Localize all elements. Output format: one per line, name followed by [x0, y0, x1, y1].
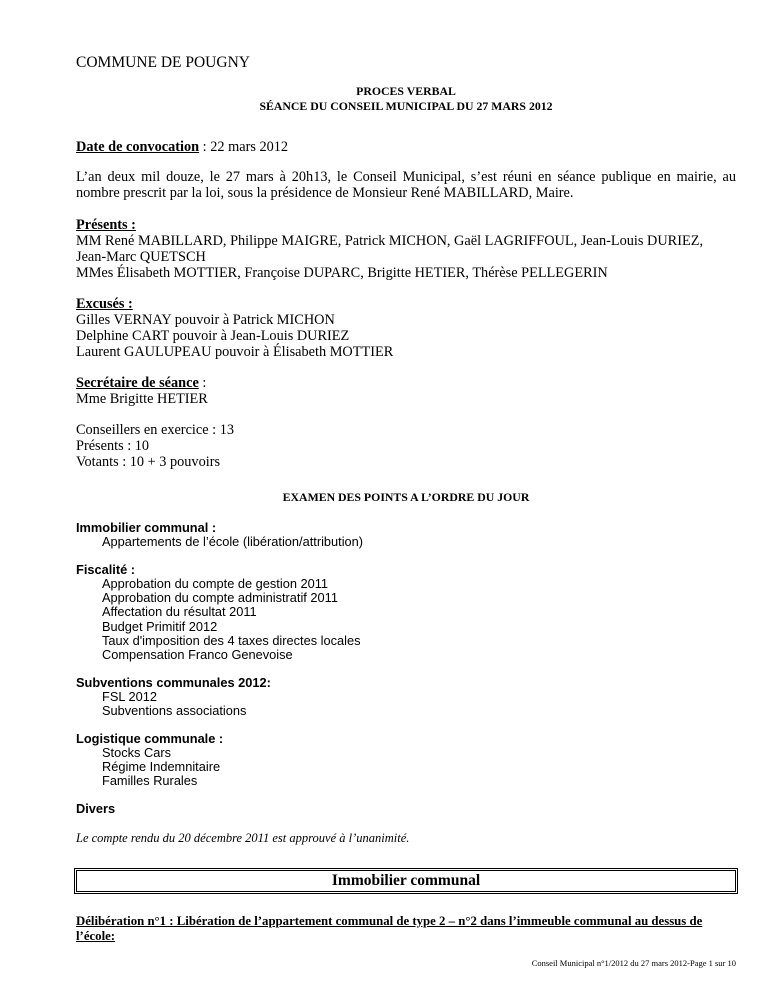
excuse-item: Delphine CART pouvoir à Jean-Louis DURIEZ: [76, 328, 350, 344]
count-votants: Votants : 10 + 3 pouvoirs: [76, 454, 221, 470]
deliberation-title: Délibération n°1 : Libération de l’appartement communal de type 2 – n°2 dans l’immeuble communal au dessus de l’école:: [76, 914, 703, 944]
document-page: [76, 54, 736, 944]
title-line-1: PROCES VERBAL: [356, 84, 456, 98]
presents-section: [76, 217, 736, 281]
section-title: Immobilier communal: [331, 872, 481, 890]
page-footer: Conseil Municipal n°1/2012 du 27 mars 2012-Page 1 sur 10: [531, 958, 736, 968]
presents-label: Présents :: [76, 217, 136, 233]
agenda-item: Approbation du compte administratif 2011: [102, 590, 338, 606]
document-title: [76, 84, 736, 114]
excuses-section: [76, 296, 736, 360]
agenda-item: Affectation du résultat 2011: [102, 604, 257, 620]
convocation-label: Date de convocation: [76, 139, 200, 155]
count-presents: Présents : 10: [76, 438, 150, 454]
agenda-item: Budget Primitif 2012: [102, 618, 218, 634]
agenda-group: [76, 563, 736, 663]
title-line-2: SÉANCE DU CONSEIL MUNICIPAL DU 27 MARS 2012: [259, 99, 553, 113]
count-exercice: Conseillers en exercice : 13: [76, 422, 234, 438]
agenda-header: Fiscalité :: [76, 561, 136, 577]
approval-note: Le compte rendu du 20 décembre 2011 est approuvé à l’unanimité.: [76, 831, 410, 846]
agenda-group: [76, 802, 736, 816]
convocation-value: : 22 mars 2012: [199, 139, 289, 155]
secretaire-suffix: :: [198, 375, 207, 391]
agenda-item: Taux d'imposition des 4 taxes directes locales: [102, 633, 361, 649]
commune-name: COMMUNE DE POUGNY: [76, 54, 250, 71]
agenda-item: Compensation Franco Genevoise: [102, 647, 293, 663]
excuse-item: Laurent GAULUPEAU pouvoir à Élisabeth MOTTIER: [76, 344, 394, 360]
agenda-item: Appartements de l’école (libération/attribution): [102, 534, 364, 550]
agenda-header: Divers: [76, 800, 116, 816]
agenda-item: Familles Rurales: [102, 773, 198, 789]
agenda-group: [76, 676, 736, 719]
agenda-item: Approbation du compte de gestion 2011: [102, 575, 329, 591]
presents-line-1: MM René MABILLARD, Philippe MAIGRE, Patrick MICHON, Gaël LAGRIFFOUL, Jean-Louis DURIEZ, Jean-Marc QUETSCH: [76, 233, 704, 265]
counts-section: [76, 422, 736, 470]
agenda-title: EXAMEN DES POINTS A L’ORDRE DU JOUR: [282, 490, 530, 504]
secretaire-section: [76, 375, 736, 407]
secretaire-label: Secrétaire de séance: [76, 375, 199, 391]
agenda-group: [76, 521, 736, 550]
agenda-item: Stocks Cars: [102, 744, 171, 760]
intro-paragraph: L’an deux mil douze, le 27 mars à 20h13, le Conseil Municipal, s’est réuni en séance publique en mairie, au nombre prescrit par la loi, sous la présidence de Monsieur René MABILLARD, Maire.: [76, 169, 736, 201]
excuses-label: Excusés :: [76, 296, 133, 312]
presents-line-2: MMes Élisabeth MOTTIER, Françoise DUPARC, Brigitte HETIER, Thérèse PELLEGERIN: [76, 265, 608, 281]
agenda-item: FSL 2012: [102, 688, 158, 704]
secretaire-value: Mme Brigitte HETIER: [76, 391, 208, 407]
convocation-line: [76, 139, 736, 155]
section-title-box: [76, 870, 736, 892]
agenda-item: Subventions associations: [102, 703, 247, 719]
agenda-group: [76, 732, 736, 789]
agenda-header: Immobilier communal :: [76, 520, 217, 535]
agenda-header: Logistique communale :: [76, 730, 224, 746]
agenda-item: Régime Indemnitaire: [102, 759, 221, 775]
excuse-item: Gilles VERNAY pouvoir à Patrick MICHON: [76, 312, 335, 328]
agenda-header: Subventions communales 2012:: [76, 674, 271, 690]
